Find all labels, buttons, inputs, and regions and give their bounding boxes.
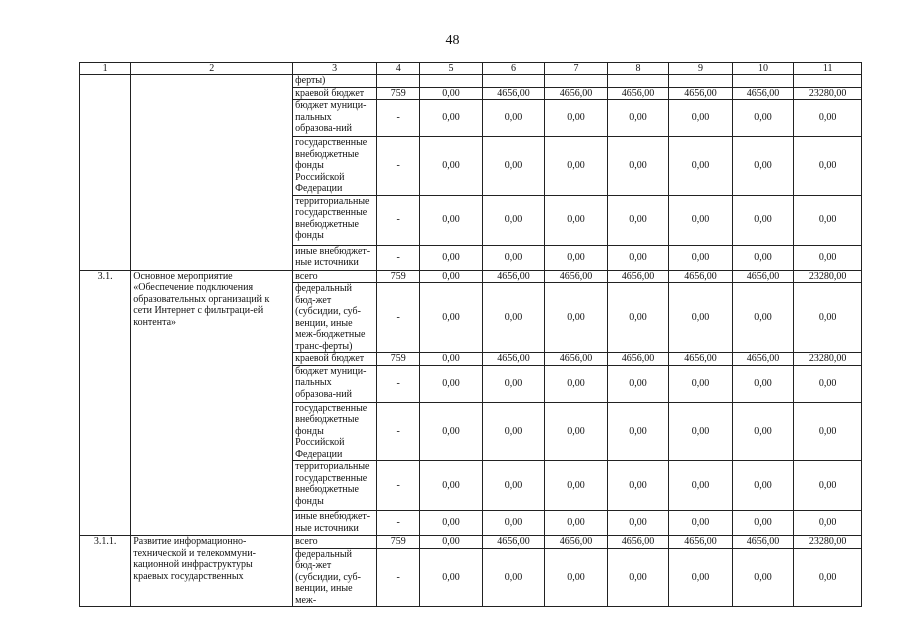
amount-cell: 0,00 [545, 100, 608, 137]
amount-cell: 0,00 [794, 245, 862, 270]
amount-cell [732, 75, 793, 88]
amount-cell: 4656,00 [607, 353, 668, 366]
amount-cell: 0,00 [482, 137, 545, 196]
funding-source-cell: ферты) [293, 75, 377, 88]
amount-cell: 4656,00 [545, 270, 608, 283]
amount-cell: 0,00 [732, 137, 793, 196]
amount-cell: 0,00 [420, 100, 483, 137]
funding-source-cell: иные внебюджет-ные источники [293, 511, 377, 536]
amount-cell: 0,00 [607, 283, 668, 353]
amount-cell: 0,00 [794, 548, 862, 607]
funding-source-cell: краевой бюджет [293, 353, 377, 366]
table-row [80, 270, 862, 283]
code-cell: - [377, 245, 420, 270]
item-code-cell [80, 75, 131, 271]
amount-cell: 0,00 [669, 245, 733, 270]
amount-cell: 0,00 [545, 511, 608, 536]
amount-cell: 4656,00 [545, 353, 608, 366]
amount-cell: 0,00 [732, 511, 793, 536]
amount-cell: 0,00 [732, 195, 793, 245]
amount-cell: 0,00 [482, 245, 545, 270]
code-cell: 759 [377, 536, 420, 549]
amount-cell: 0,00 [732, 402, 793, 461]
amount-cell: 4656,00 [482, 270, 545, 283]
code-cell: - [377, 511, 420, 536]
column-number-header: 9 [669, 63, 733, 75]
amount-cell: 0,00 [420, 283, 483, 353]
table-row [80, 536, 862, 549]
item-code-cell: 3.1. [80, 270, 131, 536]
amount-cell: 0,00 [545, 195, 608, 245]
amount-cell: 0,00 [794, 511, 862, 536]
amount-cell: 0,00 [482, 100, 545, 137]
amount-cell [545, 75, 608, 88]
amount-cell: 0,00 [669, 365, 733, 402]
amount-cell: 0,00 [482, 402, 545, 461]
amount-cell: 0,00 [794, 137, 862, 196]
amount-cell: 0,00 [420, 402, 483, 461]
amount-cell: 0,00 [607, 245, 668, 270]
column-number-header: 7 [545, 63, 608, 75]
amount-cell: 0,00 [482, 283, 545, 353]
column-number-header: 10 [732, 63, 793, 75]
code-cell: 759 [377, 353, 420, 366]
amount-cell: 0,00 [420, 548, 483, 607]
amount-cell: 4656,00 [545, 536, 608, 549]
amount-cell: 4656,00 [669, 353, 733, 366]
funding-source-cell: территориальные государственные внебюджетные фонды [293, 461, 377, 511]
amount-cell: 0,00 [545, 245, 608, 270]
amount-cell: 0,00 [545, 137, 608, 196]
amount-cell: 0,00 [607, 137, 668, 196]
amount-cell: 23280,00 [794, 270, 862, 283]
amount-cell: 4656,00 [732, 353, 793, 366]
code-cell: 759 [377, 87, 420, 100]
amount-cell: 0,00 [669, 137, 733, 196]
amount-cell [420, 75, 483, 88]
amount-cell [607, 75, 668, 88]
amount-cell: 0,00 [420, 461, 483, 511]
column-number-header: 8 [607, 63, 668, 75]
page-number: 48 [445, 33, 460, 48]
amount-cell: 0,00 [420, 87, 483, 100]
funding-source-cell: государственные внебюджетные фонды Российской Федерации [293, 402, 377, 461]
amount-cell [669, 75, 733, 88]
amount-cell: 0,00 [669, 283, 733, 353]
budget-table [79, 62, 862, 607]
amount-cell: 4656,00 [482, 536, 545, 549]
amount-cell: 0,00 [607, 511, 668, 536]
code-cell: - [377, 548, 420, 607]
amount-cell: 0,00 [420, 365, 483, 402]
amount-cell: 0,00 [732, 548, 793, 607]
amount-cell: 0,00 [732, 245, 793, 270]
amount-cell: 0,00 [420, 511, 483, 536]
amount-cell: 0,00 [732, 100, 793, 137]
amount-cell: 0,00 [669, 511, 733, 536]
amount-cell: 0,00 [794, 100, 862, 137]
code-cell: - [377, 461, 420, 511]
amount-cell: 0,00 [545, 461, 608, 511]
amount-cell: 0,00 [794, 402, 862, 461]
funding-source-cell: федеральный бюд-жет (субсидии, суб-венции, иные меж- [293, 548, 377, 607]
amount-cell: 0,00 [607, 461, 668, 511]
table-row [80, 75, 862, 88]
amount-cell: 0,00 [420, 195, 483, 245]
amount-cell: 23280,00 [794, 353, 862, 366]
item-name-cell: Развитие информационно-технической и телекоммуни-кационной инфраструктуры краевых государственных [131, 536, 293, 607]
code-cell: 759 [377, 270, 420, 283]
amount-cell: 0,00 [669, 195, 733, 245]
amount-cell: 0,00 [794, 365, 862, 402]
code-cell: - [377, 100, 420, 137]
amount-cell: 0,00 [420, 536, 483, 549]
amount-cell: 4656,00 [732, 270, 793, 283]
amount-cell: 0,00 [669, 100, 733, 137]
amount-cell [794, 75, 862, 88]
amount-cell: 4656,00 [607, 270, 668, 283]
amount-cell: 0,00 [607, 548, 668, 607]
amount-cell: 23280,00 [794, 87, 862, 100]
amount-cell: 4656,00 [482, 353, 545, 366]
column-number-header: 2 [131, 63, 293, 75]
amount-cell: 0,00 [732, 283, 793, 353]
amount-cell: 0,00 [607, 100, 668, 137]
amount-cell: 0,00 [669, 548, 733, 607]
amount-cell: 0,00 [794, 283, 862, 353]
amount-cell: 0,00 [794, 195, 862, 245]
code-cell: - [377, 283, 420, 353]
amount-cell: 4656,00 [732, 87, 793, 100]
amount-cell: 0,00 [732, 461, 793, 511]
amount-cell: 0,00 [420, 137, 483, 196]
column-number-header: 11 [794, 63, 862, 75]
amount-cell: 0,00 [794, 461, 862, 511]
item-name-cell [131, 75, 293, 271]
amount-cell: 0,00 [545, 365, 608, 402]
amount-cell: 0,00 [545, 402, 608, 461]
amount-cell: 0,00 [607, 195, 668, 245]
amount-cell: 4656,00 [732, 536, 793, 549]
amount-cell: 0,00 [607, 365, 668, 402]
amount-cell: 4656,00 [607, 87, 668, 100]
table-header-row [80, 63, 862, 75]
funding-source-cell: всего [293, 536, 377, 549]
code-cell: - [377, 195, 420, 245]
amount-cell: 0,00 [482, 511, 545, 536]
funding-source-cell: иные внебюджет-ные источники [293, 245, 377, 270]
amount-cell: 0,00 [482, 548, 545, 607]
code-cell [377, 75, 420, 88]
amount-cell: 0,00 [420, 245, 483, 270]
amount-cell: 0,00 [420, 270, 483, 283]
code-cell: - [377, 402, 420, 461]
funding-source-cell: государственные внебюджетные фонды Российской Федерации [293, 137, 377, 196]
column-number-header: 6 [482, 63, 545, 75]
funding-source-cell: краевой бюджет [293, 87, 377, 100]
amount-cell: 4656,00 [607, 536, 668, 549]
amount-cell: 0,00 [669, 402, 733, 461]
amount-cell: 0,00 [732, 365, 793, 402]
amount-cell: 0,00 [482, 365, 545, 402]
amount-cell: 4656,00 [669, 536, 733, 549]
amount-cell: 23280,00 [794, 536, 862, 549]
amount-cell: 4656,00 [669, 87, 733, 100]
amount-cell: 0,00 [420, 353, 483, 366]
funding-source-cell: бюджет муници-пальных образова-ний [293, 100, 377, 137]
item-code-cell: 3.1.1. [80, 536, 131, 607]
amount-cell: 0,00 [482, 195, 545, 245]
amount-cell: 0,00 [545, 283, 608, 353]
code-cell: - [377, 137, 420, 196]
amount-cell: 0,00 [607, 402, 668, 461]
amount-cell: 4656,00 [545, 87, 608, 100]
amount-cell: 0,00 [545, 548, 608, 607]
column-number-header: 5 [420, 63, 483, 75]
item-name-cell: Основное мероприятие «Обеспечение подключения образовательных организаций к сети Интернет с фильтраци-ей контента» [131, 270, 293, 536]
funding-source-cell: территориальные государственные внебюджетные фонды [293, 195, 377, 245]
column-number-header: 4 [377, 63, 420, 75]
amount-cell: 4656,00 [669, 270, 733, 283]
amount-cell: 4656,00 [482, 87, 545, 100]
column-number-header: 3 [293, 63, 377, 75]
amount-cell [482, 75, 545, 88]
code-cell: - [377, 365, 420, 402]
funding-source-cell: федеральный бюд-жет (субсидии, суб-венции, иные меж-бюджетные транс-ферты) [293, 283, 377, 353]
amount-cell: 0,00 [482, 461, 545, 511]
amount-cell: 0,00 [669, 461, 733, 511]
column-number-header: 1 [80, 63, 131, 75]
funding-source-cell: бюджет муници-пальных образова-ний [293, 365, 377, 402]
funding-source-cell: всего [293, 270, 377, 283]
